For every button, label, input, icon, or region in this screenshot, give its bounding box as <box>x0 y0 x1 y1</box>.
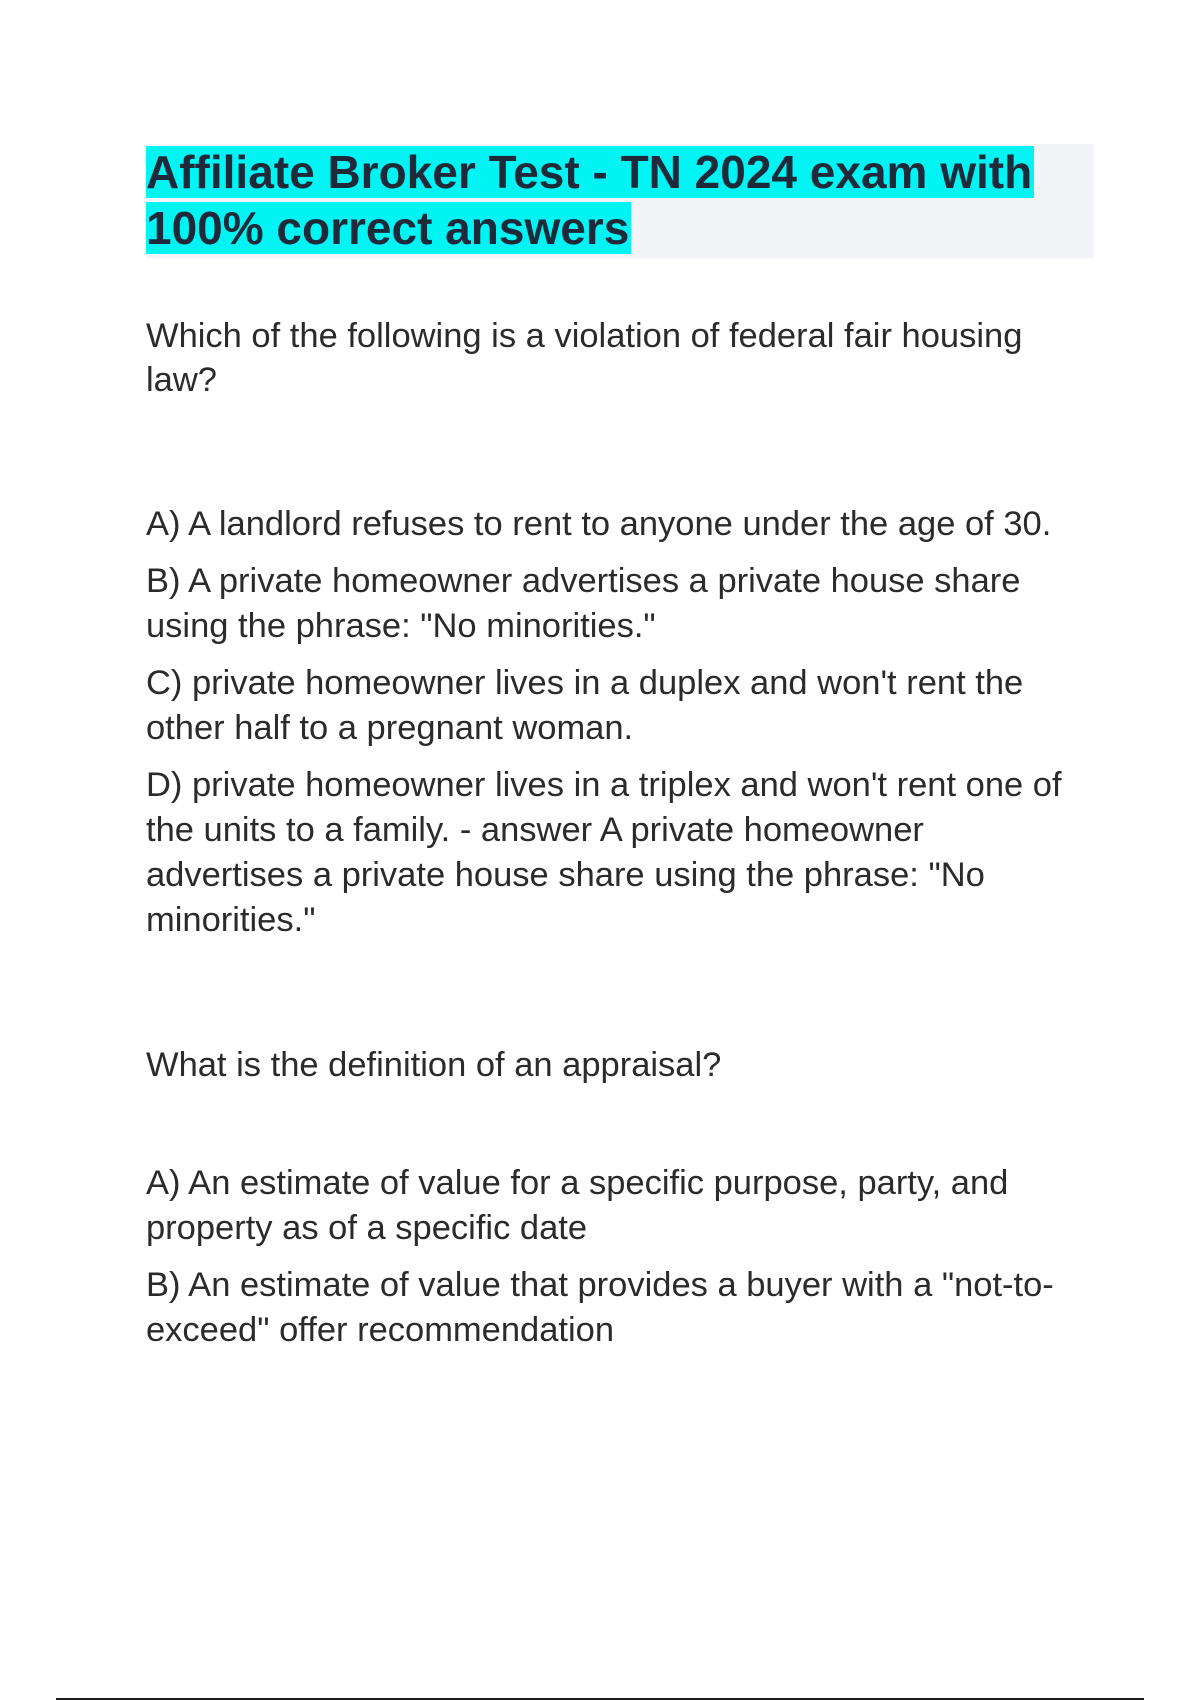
question-1-prompt: Which of the following is a violation of federal fair housing law? <box>146 317 1023 399</box>
question-2-option-b: B) An estimate of value that provides a buyer with a "not-to-exceed" offer recommendation <box>146 1266 1054 1349</box>
document-title <box>146 144 1094 256</box>
question-1-option-a: A) A landlord refuses to rent to anyone under the age of 30. <box>146 505 1052 543</box>
document-content <box>146 314 1086 1353</box>
question-1-option-c: C) private homeowner lives in a duplex and won't rent the other half to a pregnant woman. <box>146 664 1024 747</box>
question-2-option-a: A) An estimate of value for a specific purpose, party, and property as of a specific date <box>146 1164 1009 1247</box>
question-1-option-b: B) A private homeowner advertises a private house share using the phrase: "No minorities." <box>146 562 1021 645</box>
document-title-text: Affiliate Broker Test - TN 2024 exam with 100% correct answers <box>146 146 1033 254</box>
question-1-option-d: D) private homeowner lives in a triplex and won't rent one of the units to a family. - answer A private homeowner advertises a private house share using the phrase: "No minorities." <box>146 766 1062 939</box>
question-2-prompt: What is the definition of an appraisal? <box>146 1046 722 1084</box>
title-block <box>146 144 1094 258</box>
